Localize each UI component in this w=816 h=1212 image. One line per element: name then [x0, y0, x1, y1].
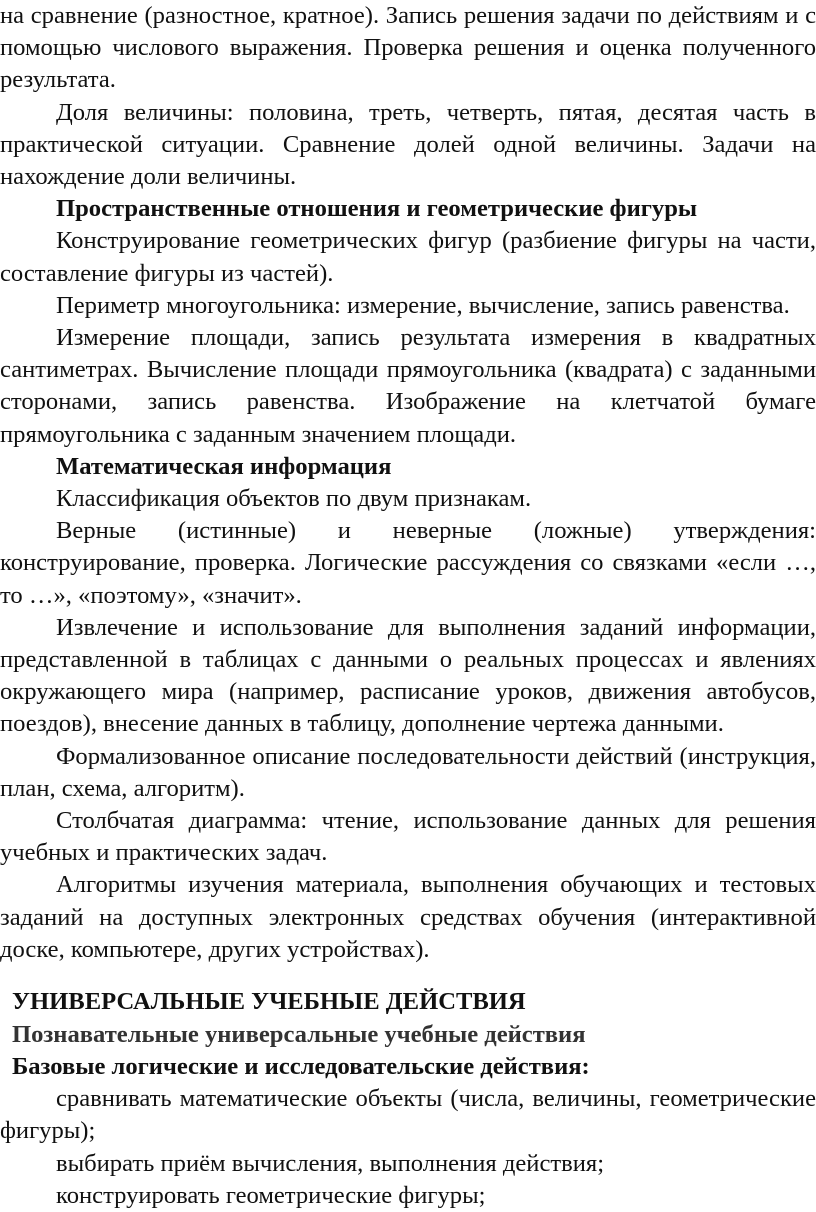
paragraph-comparison-tasks: на сравнение (разностное, кратное). Запись решения задачи по действиям и с помощью числового выражения. Проверка решения и оценка полученного результата.	[0, 2, 816, 94]
paragraph-formal-description: Формализованное описание последовательности действий (инструкция, план, схема, алгоритм).	[0, 742, 816, 802]
heading-cognitive-actions: Познавательные универсальные учебные действия	[12, 1021, 586, 1049]
heading-spatial-relations: Пространственные отношения и геометрические фигуры	[56, 195, 698, 223]
paragraph-fractions: Доля величины: половина, треть, четверть, пятая, десятая часть в практической ситуации. Сравнение долей одной величины. Задачи на нахождение доли величины.	[0, 98, 816, 191]
section-spacer	[0, 966, 816, 986]
paragraph-true-false-statements: Верные (истинные) и неверные (ложные) утверждения: конструирование, проверка. Логические рассуждения со связками «если …, то …», «поэтому», «значит».	[0, 517, 816, 609]
paragraph-information-tables: Извлечение и использование для выполнения заданий информации, представленной в таблицах с данными о реальных процессах и явлениях окружающего мира (например, расписание уроков, движения автобусов, поездов), внесение данных в таблицу, дополнение чертежа данными.	[0, 613, 816, 738]
heading-universal-actions: УНИВЕРСАЛЬНЫЕ УЧЕБНЫЕ ДЕЙСТВИЯ	[12, 988, 526, 1016]
paragraph-algorithms: Алгоритмы изучения материала, выполнения обучающих и тестовых заданий на доступных электронных средствах обучения (интерактивной доске, компьютере, других устройствах).	[0, 871, 816, 963]
paragraph-classification: Классификация объектов по двум признакам.	[56, 485, 532, 513]
heading-logical-research-actions: Базовые логические и исследовательские действия:	[12, 1053, 590, 1081]
paragraph-bar-chart: Столбчатая диаграмма: чтение, использование данных для решения учебных и практических задач.	[0, 807, 816, 867]
list-item-choose-method: выбирать приём вычисления, выполнения действия;	[56, 1149, 605, 1177]
paragraph-figure-construction: Конструирование геометрических фигур (разбиение фигуры на части, составление фигуры из частей).	[0, 227, 816, 287]
list-item-construct-figures: конструировать геометрические фигуры;	[56, 1181, 486, 1209]
paragraph-area: Измерение площади, запись результата измерения в квадратных сантиметрах. Вычисление площади прямоугольника (квадрата) с заданными сторонами, запись равенства. Изображение на клетчатой бумаге прямоугольника с заданным значением площади.	[0, 324, 816, 448]
paragraph-perimeter: Периметр многоугольника: измерение, вычисление, запись равенства.	[56, 291, 790, 319]
heading-math-information: Математическая информация	[56, 452, 392, 480]
list-item-compare-objects: сравнивать математические объекты (числа, величины, геометрические фигуры);	[0, 1085, 816, 1145]
